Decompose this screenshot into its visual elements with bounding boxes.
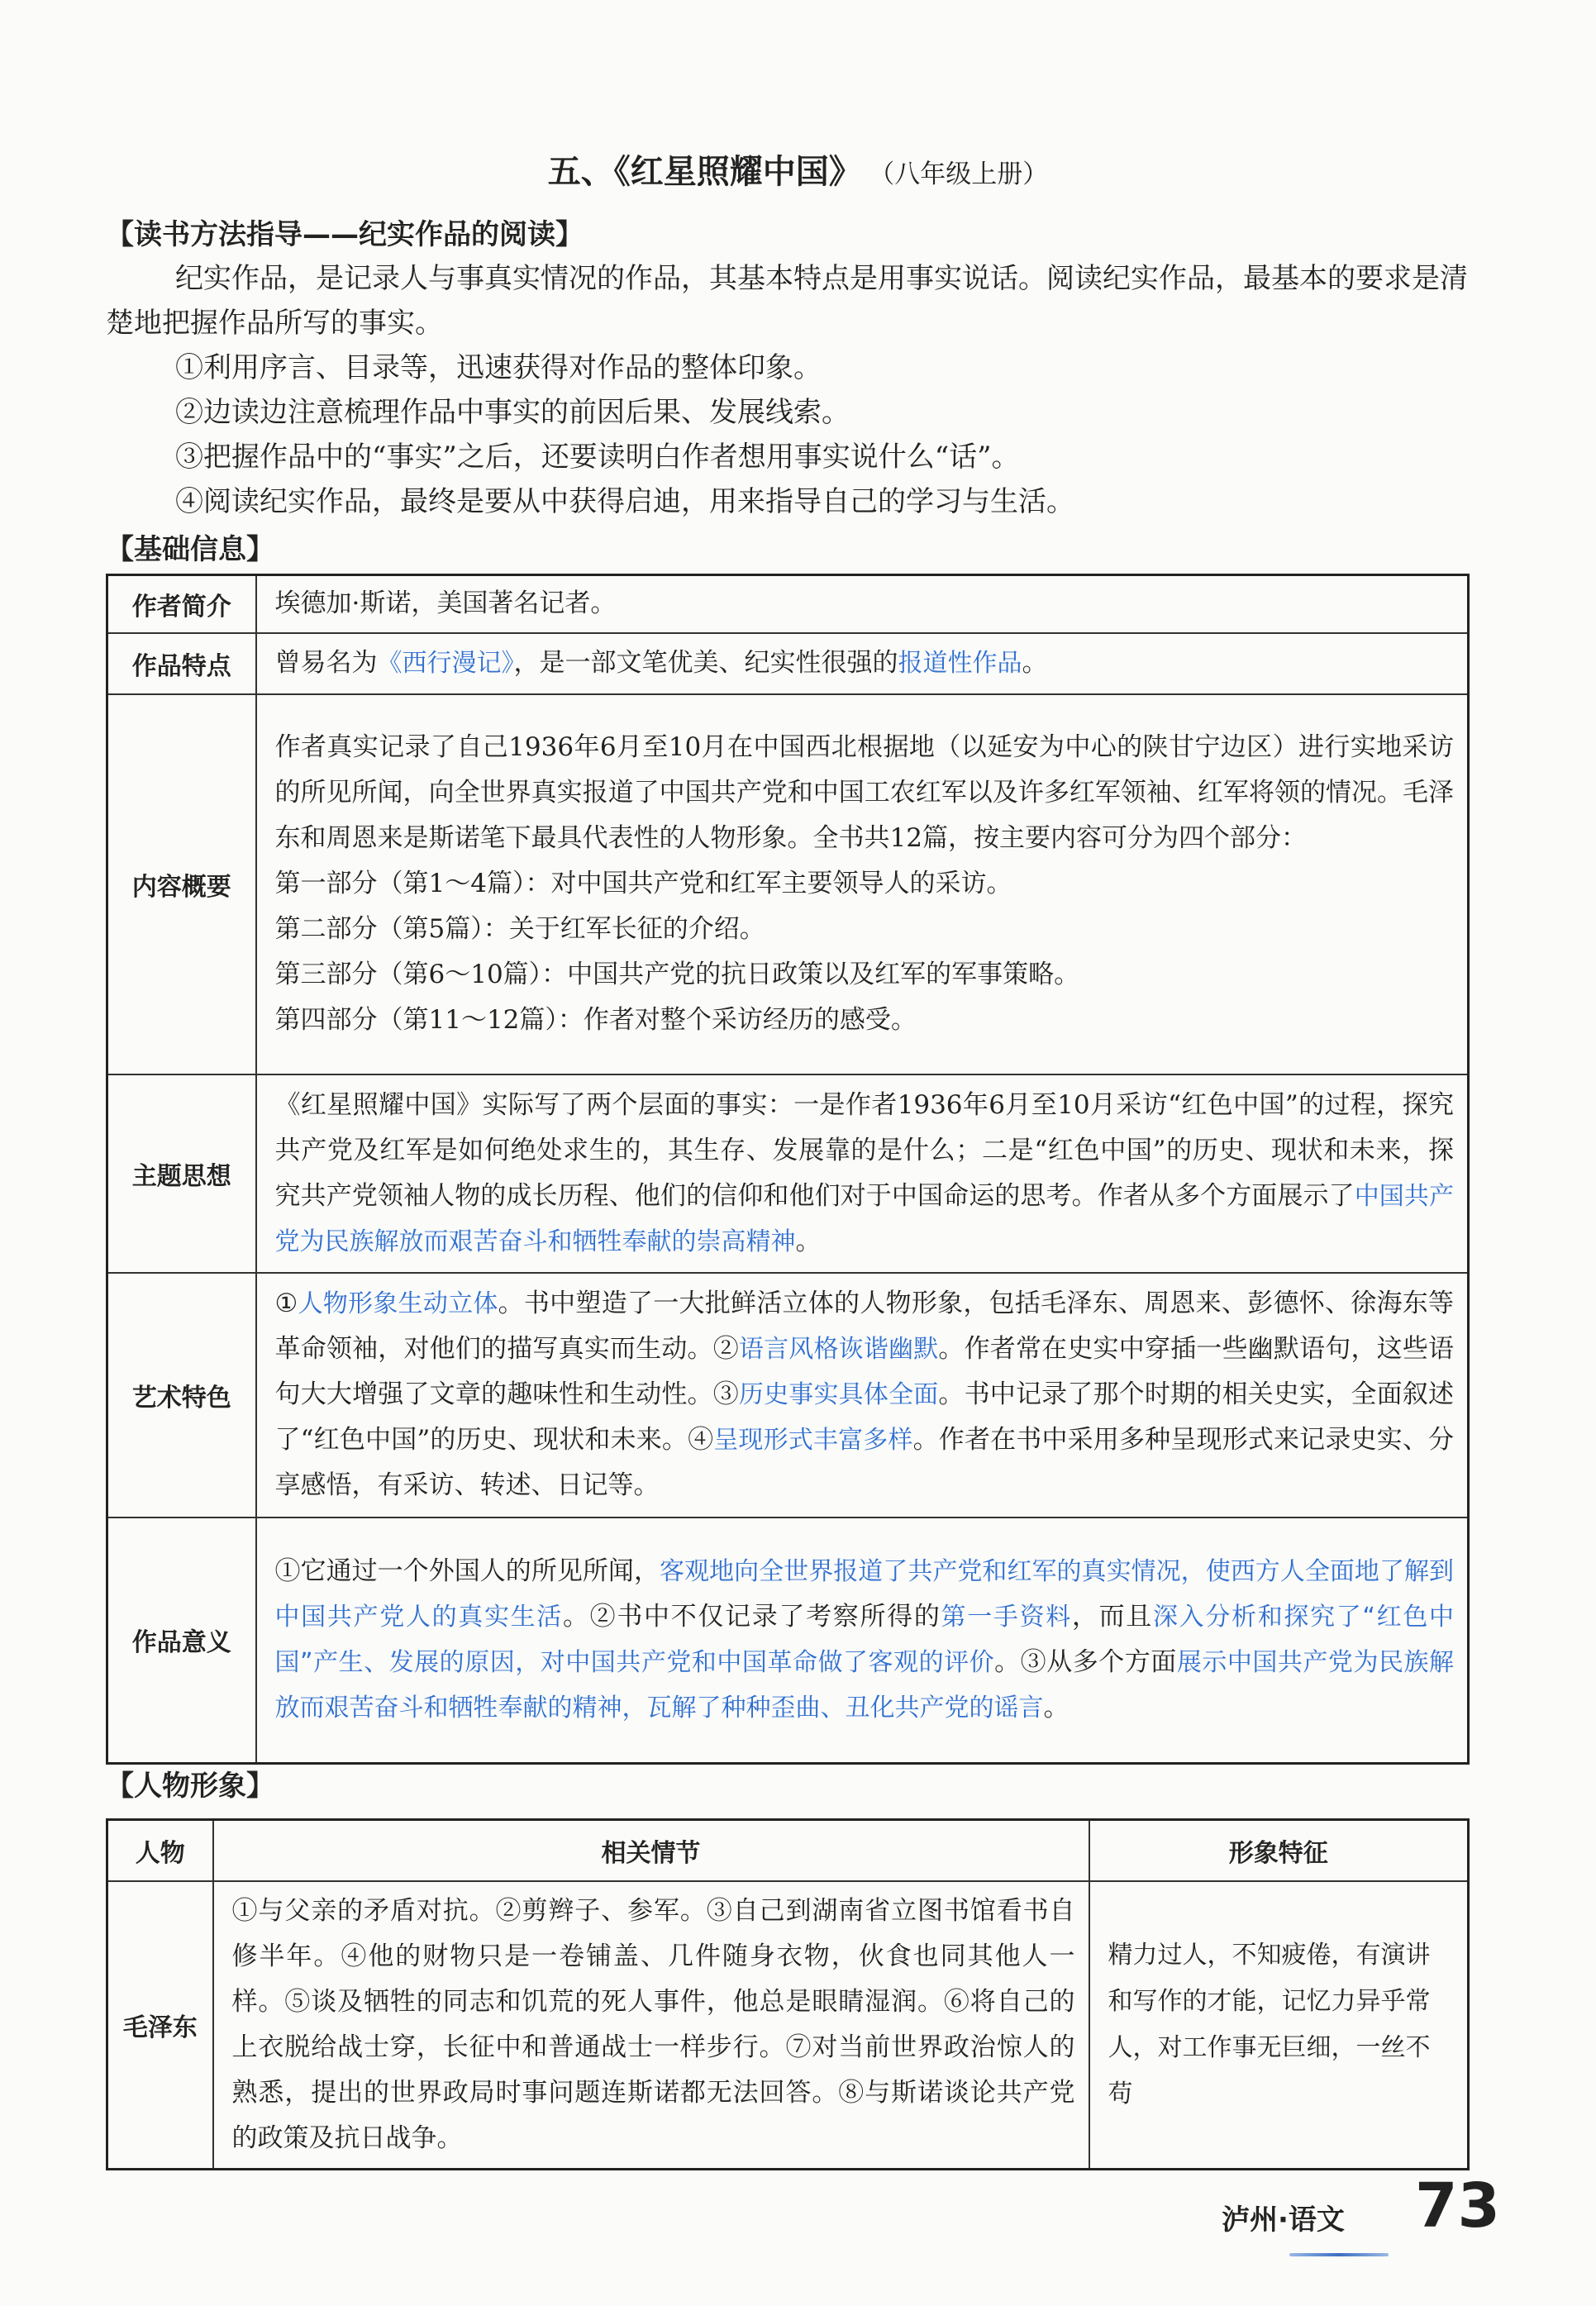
method-item-3: ③把握作品中的“事实”之后，还要读明白作者想用事实说什么“话”。 [175,441,1020,474]
row-art [107,1273,1469,1517]
sig-t2: 。②书中不仅记录了考察所得的 [563,1602,941,1632]
row-significance [107,1517,1469,1764]
significance-text [256,1517,1469,1764]
label-significance: 作品意义 [107,1517,256,1764]
sig-t3: ，而且 [1071,1602,1153,1632]
features-text [256,633,1469,694]
title-main: 五、《红星照耀中国》 [547,153,862,191]
method-intro: 纪实作品，是记录人与事真实情况的作品，其基本特点是用事实说话。阅读纪实作品，最基本的要求是清楚地把握作品所写的事实。 [106,262,1468,340]
header-traits: 形象特征 [1089,1820,1469,1882]
art-h2: 语言风格诙谐幽默 [738,1335,939,1364]
sig-t5: 。 [1043,1693,1070,1723]
basic-info-table [106,574,1470,1765]
theme-t1: 《红星照耀中国》实际写了两个层面的事实：一是作者1936年6月至10月采访“红色中国”的过程，探究共产党及红军是如何绝处求生的，其生存、发展靠的是什么；二是“红色中国”的历史、现状和未来，探究共产党领袖人物的成长历程、他们的信仰和他们对于中国命运的思考。作者从多个方面展示了 [274,1089,1454,1211]
method-heading: 【读书方法指导——纪实作品的阅读】 [106,218,584,251]
method-item-4: ④阅读纪实作品，最终是要从中获得启迪，用来指导自己的学习与生活。 [175,485,1074,518]
characters-header-row [107,1820,1469,1882]
summary-intro: 作者真实记录了自己1936年6月至10月在中国西北根据地（以延安为中心的陕甘宁边区）进行实地采访的所见所闻，向全世界真实报道了中国共产党和中国工农红军以及许多红军领袖、红军将领的情况。毛泽东和周恩来是斯诺笔下最具代表性的人物形象。全书共12篇，按主要内容可分为四个部分： [274,732,1454,853]
summary-part-1: 第一部分（第1～4篇）：对中国共产党和红军主要领导人的采访。 [274,869,1012,898]
footer-decoration [1289,2253,1389,2256]
table-row [107,1881,1469,2169]
features-h2: 报道性作品 [898,649,1022,678]
method-item-1: ①利用序言、目录等，迅速获得对作品的整体印象。 [175,351,822,384]
row-features [107,633,1469,694]
summary-part-2: 第二部分（第5篇）：关于红军长征的介绍。 [274,914,765,944]
title-subtitle: （八年级上册） [881,160,1049,189]
sig-h2: 第一手资料 [941,1603,1072,1632]
character-name: 毛泽东 [107,1881,213,2169]
label-features: 作品特点 [107,633,256,694]
art-h3: 历史事实具体全面 [738,1380,939,1409]
features-t1: 曾易名为 [274,648,378,678]
sig-h4: 展示中国共产党为民族解放而艰苦奋斗和牺牲奉献的精神，瓦解了种种歪曲、丑化共产党的谣言 [274,1648,1455,1723]
sig-t4: 。③从多个方面 [994,1647,1177,1678]
summary-part-3: 第三部分（第6～10篇）：中国共产党的抗日政策以及红军的军事策略。 [274,960,1080,989]
art-t1: 。书中塑造了一大批鲜活立体的人物形象，包括毛泽东、周恩来、彭德怀、徐海东等革命领袖，对他们的描写真实而生动。② [274,1289,1455,1364]
theme-text [256,1074,1469,1273]
page-title [0,147,1596,199]
header-plot: 相关情节 [213,1820,1089,1882]
footer-label: 泸州·语文 [1222,2204,1345,2237]
art-t2: 。作者常在史实中穿插一些幽默语句，这些语句大大增强了文章的趣味性和生动性。③ [274,1334,1455,1409]
label-art: 艺术特色 [107,1273,256,1517]
art-t3: 。书中记录了那个时期的相关史实，全面叙述了“红色中国”的历史、现状和未来。④ [274,1379,1455,1455]
label-theme: 主题思想 [107,1074,256,1273]
sig-t1: ①它通过一个外国人的所见所闻， [274,1556,660,1587]
row-summary [107,694,1469,1074]
header-person: 人物 [107,1820,213,1882]
characters-heading: 【人物形象】 [106,1770,274,1803]
features-t3: 。 [1022,648,1048,678]
character-plot: ①与父亲的矛盾对抗。②剪辫子、参军。③自己到湖南省立图书馆看书自修半年。④他的财物只是一卷铺盖、几件随身衣物，伙食也同其他人一样。⑤谈及牺牲的同志和饥荒的死人事件，他总是眼睛湿润。⑥将自己的上衣脱给战士穿，长征中和普通战士一样步行。⑦对当前世界政治惊人的熟悉，提出的世界政局时事问题连斯诺都无法回答。⑧与斯诺谈论共产党的政策及抗日战争。 [213,1881,1089,2169]
sig-h3: 深入分析和探究了“红色中国”产生、发展的原因，对中国共产党和中国革命做了客观的评价 [274,1603,1455,1678]
art-h1: 人物形象生动立体 [298,1289,498,1318]
method-item-2: ②边读边注意梳理作品中事实的前因后果、发展线索。 [175,396,850,429]
theme-t2: 。 [795,1226,822,1256]
summary-part-4: 第四部分（第11～12篇）：作者对整个采访经历的感受。 [274,1005,917,1035]
theme-h1: 中国共产党为民族解放而艰苦奋斗和牺牲奉献的崇高精神 [274,1181,1455,1256]
label-author: 作者简介 [107,575,256,633]
art-h4: 呈现形式丰富多样 [713,1426,913,1455]
row-author [107,575,1469,633]
art-t4: 。作者在书中采用多种呈现形式来记录史实、分享感悟，有采访、转述、日记等。 [274,1425,1454,1500]
summary-text [256,694,1469,1074]
author-text: 埃德加·斯诺，美国著名记者。 [256,575,1469,633]
character-traits: 精力过人，不知疲倦，有演讲和写作的才能，记忆力异乎常人，对工作事无巨细，一丝不苟 [1089,1881,1469,2169]
row-theme [107,1074,1469,1273]
features-h1: 《西行漫记》 [377,649,514,678]
characters-table [106,1818,1470,2170]
page-number: 73 [1415,2170,1500,2242]
sig-h1: 客观地向全世界报道了共产党和红军的真实情况，使西方人全面地了解到中国共产党人的真实生活 [274,1557,1455,1632]
art-p1: ① [274,1289,298,1318]
art-text [256,1273,1469,1517]
features-t2: ，是一部文笔优美、纪实性很强的 [513,648,898,678]
basic-heading: 【基础信息】 [106,533,274,566]
label-summary: 内容概要 [107,694,256,1074]
